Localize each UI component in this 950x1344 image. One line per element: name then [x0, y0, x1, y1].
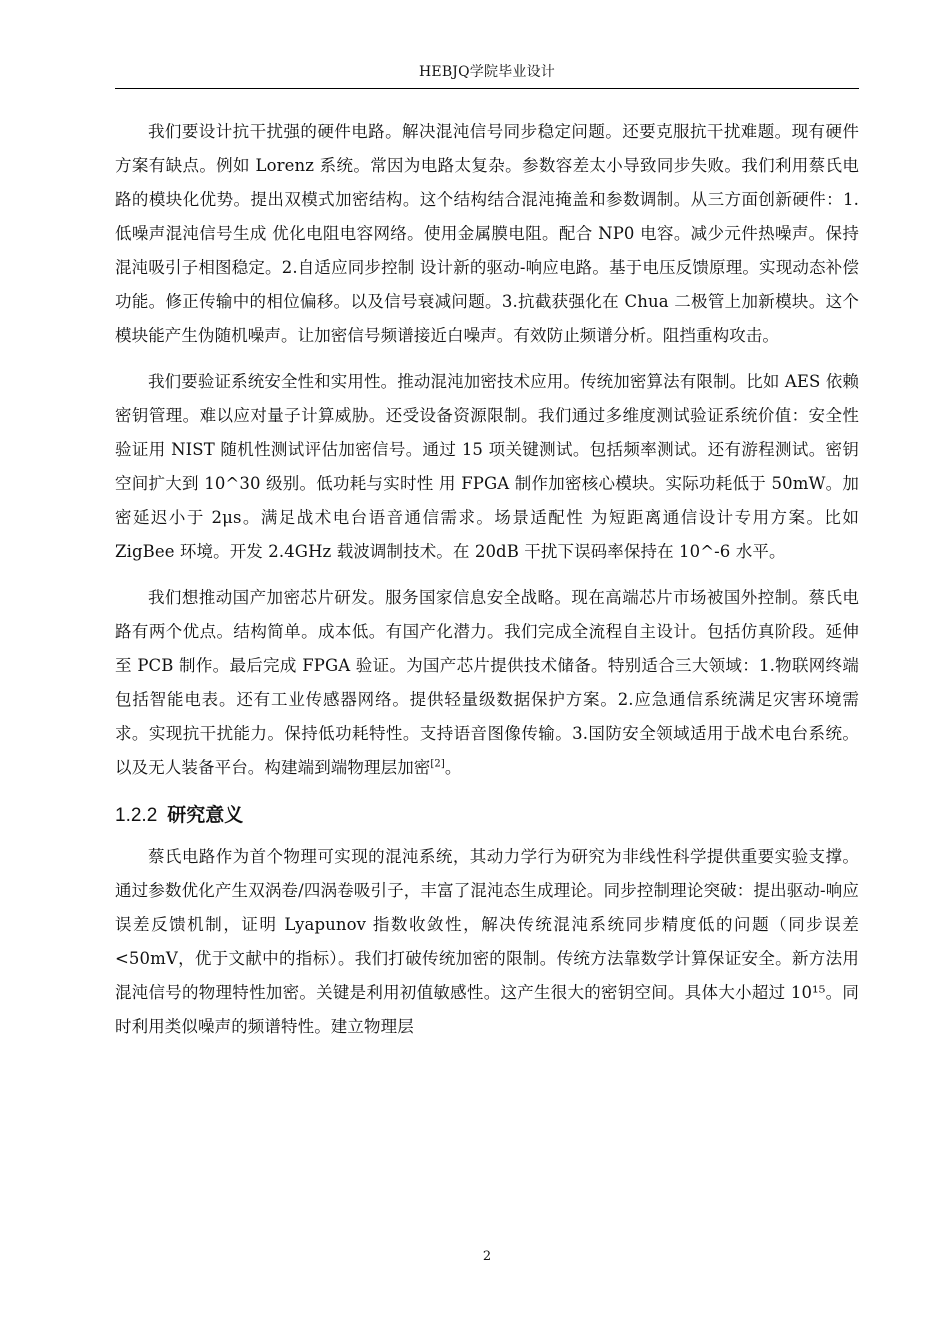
page-content: [115, 115, 859, 1056]
paragraph-domestic-chips: [115, 581, 859, 785]
header-rule: [115, 88, 859, 89]
paragraph-security-validation: 我们要验证系统安全性和实用性。推动混沌加密技术应用。传统加密算法有限制。比如 AES 依赖密钥管理。难以应对量子计算威胁。还受设备资源限制。我们通过多维度测试验证系统价值：安全性验证用 NIST 随机性测试评估加密信号。通过 15 项关键测试。包括频率测试。还有游程测试。密钥空间扩大到 10^30 级别。低功耗与实时性 用 FPGA 制作加密核心模块。实际功耗低于 50mW。加密延迟小于 2μs。满足战术电台语音通信需求。场景适配性 为短距离通信设计专用方案。比如 ZigBee 环境。开发 2.4GHz 载波调制技术。在 20dB 干扰下误码率保持在 10^-6 水平。: [115, 372, 859, 561]
page-number: 2: [482, 1249, 492, 1264]
paragraph-end-punct: 。: [444, 758, 462, 777]
section-heading: [115, 799, 859, 832]
section-number: 1.2.2: [115, 805, 158, 826]
section-title: 研究意义: [167, 804, 244, 826]
citation-marker: [2]: [430, 758, 445, 770]
paragraph-research-significance: 蔡氏电路作为首个物理可实现的混沌系统，其动力学行为研究为非线性科学提供重要实验支撑。通过参数优化产生双涡卷/四涡卷吸引子，丰富了混沌态生成理论。同步控制理论突破：提出驱动-响应误差反馈机制，证明 Lyapunov 指数收敛性，解决传统混沌系统同步精度低的问题（同步误差<50mV，优于文献中的指标）。我们打破传统加密的限制。传统方法靠数学计算保证安全。新方法用混沌信号的物理特性加密。关键是利用初值敏感性。这产生很大的密钥空间。具体大小超过 10¹⁵。同时利用类似噪声的频谱特性。建立物理层: [115, 847, 859, 1036]
page-header: HEBJQ学院毕业设计: [418, 64, 555, 80]
paragraph-domestic-chips-text: 我们想推动国产加密芯片研发。服务国家信息安全战略。现在高端芯片市场被国外控制。蔡氏电路有两个优点。结构简单。成本低。有国产化潜力。我们完成全流程自主设计。包括仿真阶段。延伸至 PCB 制作。最后完成 FPGA 验证。为国产芯片提供技术储备。特别适合三大领域：1.物联网终端包括智能电表。还有工业传感器网络。提供轻量级数据保护方案。2.应急通信系统满足灾害环境需求。实现抗干扰能力。保持低功耗特性。支持语音图像传输。3.国防安全领域适用于战术电台系统。以及无人装备平台。构建端到端物理层加密: [115, 588, 859, 777]
paragraph-hardware-design: 我们要设计抗干扰强的硬件电路。解决混沌信号同步稳定问题。还要克服抗干扰难题。现有硬件方案有缺点。例如 Lorenz 系统。常因为电路太复杂。参数容差太小导致同步失败。我们利用蔡氏电路的模块化优势。提出双模式加密结构。这个结构结合混沌掩盖和参数调制。从三方面创新硬件：1.低噪声混沌信号生成 优化电阻电容网络。使用金属膜电阻。配合 NP0 电容。减少元件热噪声。保持混沌吸引子相图稳定。2.自适应同步控制 设计新的驱动-响应电路。基于电压反馈原理。实现动态补偿功能。修正传输中的相位偏移。以及信号衰减问题。3.抗截获强化在 Chua 二极管上加新模块。这个模块能产生伪随机噪声。让加密信号频谱接近白噪声。有效防止频谱分析。阻挡重构攻击。: [115, 122, 859, 345]
